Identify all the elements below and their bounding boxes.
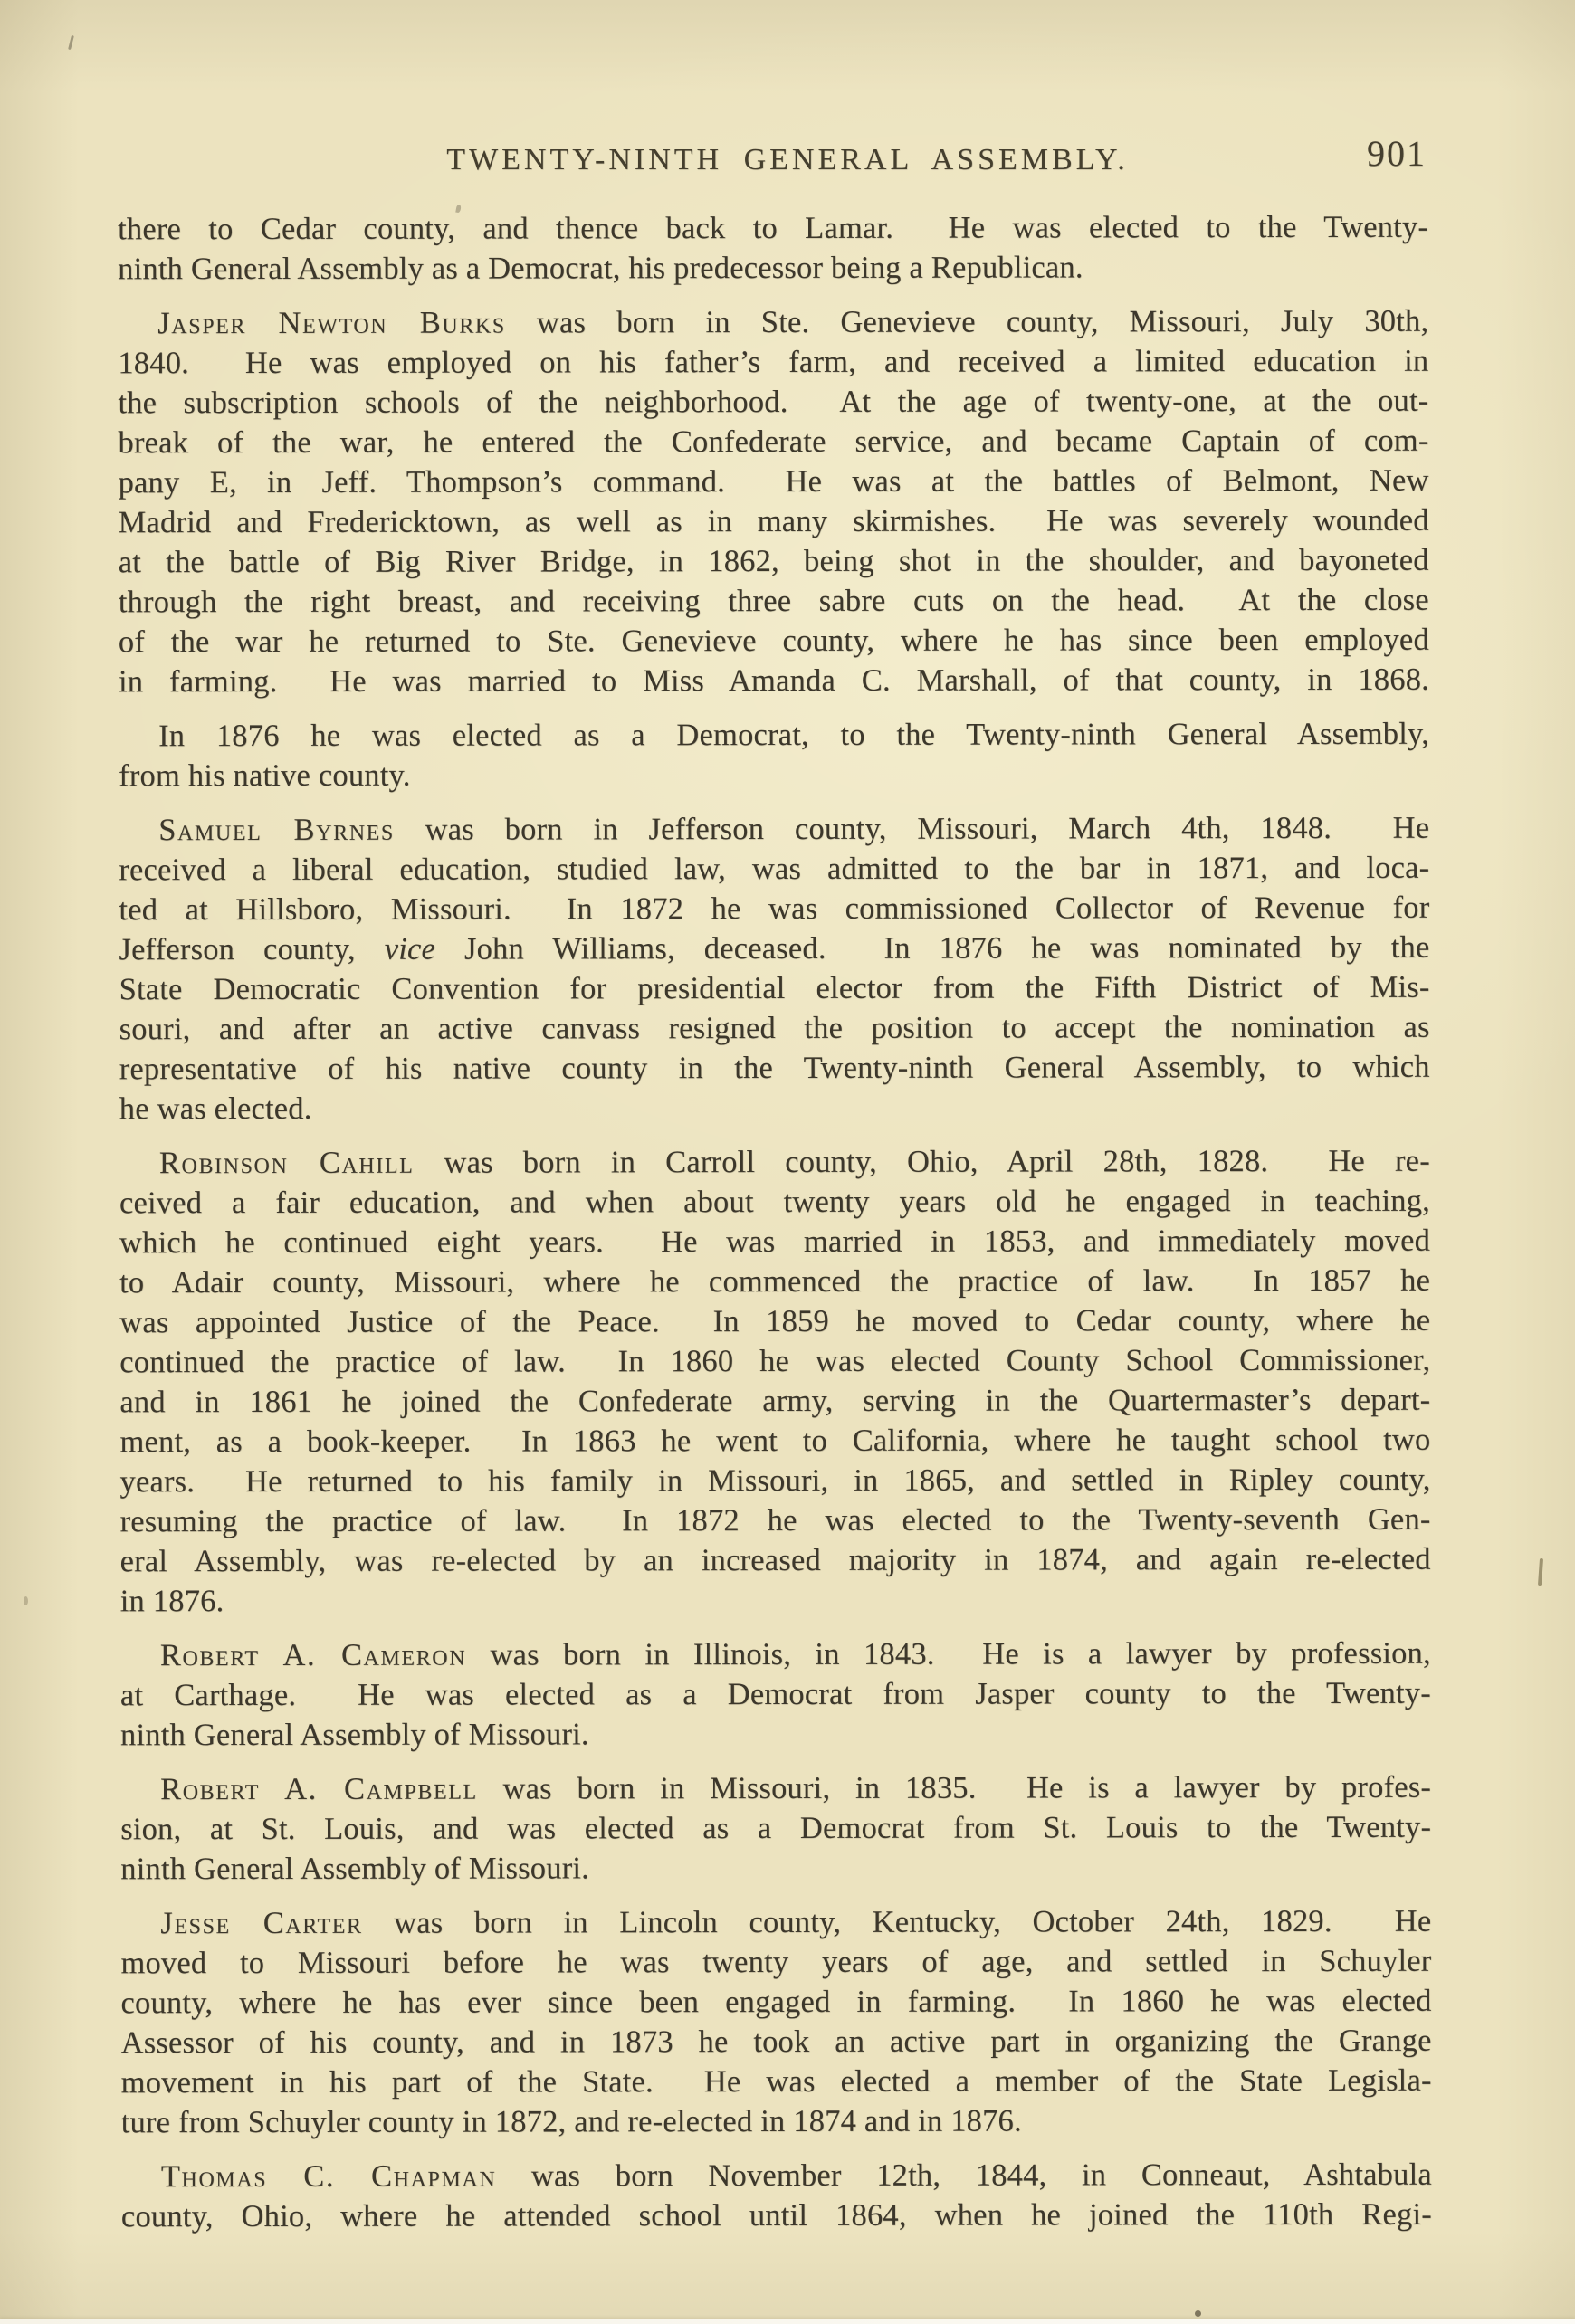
text-segment: John Williams, deceased. In 1876 he was nominated by the (434, 929, 1430, 967)
text-segment: resuming the practice of law. In 1872 he was elected to the Twenty-seventh Gen- (119, 1501, 1431, 1539)
text-segment: Assessor of his county, and in 1873 he took an active part in organizing the Grange (120, 2023, 1432, 2061)
text-segment: ninth General Assembly of Missouri. (120, 1851, 590, 1887)
paragraph (119, 1141, 1431, 1622)
text-line (119, 888, 1429, 930)
text-segment: was born in Lincoln county, Kentucky, October 24th, 1829. He (362, 1903, 1432, 1940)
text-segment: county, Ohio, where he attended school until 1864, when he joined the 110th Regi- (120, 2196, 1432, 2234)
text-line (118, 207, 1428, 250)
text-segment: sion, at St. Louis, and was elected as a Democrat from St. Louis to the Twenty- (120, 1809, 1432, 1847)
text-line (120, 1713, 1431, 1756)
text-segment: to Adair county, Missouri, where he commenced the practice of law. In 1857 he (119, 1262, 1431, 1300)
text-segment: moved to Missouri before he was twenty years of age, and settled in Schuyler (120, 1943, 1432, 1981)
ink-speck-bottom (1195, 2310, 1201, 2317)
text-segment: received a liberal education, studied law, was admitted to the bar in 1871, and loca- (119, 850, 1430, 888)
text-line (119, 967, 1430, 1010)
text-segment: from his native county. (119, 757, 411, 794)
text-line (120, 1633, 1431, 1676)
text-line (120, 1539, 1431, 1582)
text-segment: county, where he has ever since been engaged in farming. In 1860 he was elected (120, 1983, 1432, 2021)
text-segment: vice (384, 931, 436, 967)
text-segment: ted at Hillsboro, Missouri. In 1872 he was commissioned Collector of Revenue for (119, 890, 1430, 928)
text-line (120, 1981, 1431, 2024)
text-line (118, 301, 1428, 344)
ink-speck-top-left (68, 35, 74, 50)
text-line (120, 1579, 1431, 1622)
text-line (120, 1767, 1431, 1810)
person-name: Jasper Newton Burks (158, 305, 506, 341)
text-line (119, 1047, 1430, 1090)
paragraph (118, 207, 1428, 290)
text-segment: was appointed Justice of the Peace. In 1859 he moved to Cedar county, where he (119, 1302, 1431, 1340)
text-body (118, 207, 1432, 2237)
text-segment: continued the practice of law. In 1860 he was elected County School Commissioner, (119, 1342, 1431, 1380)
text-segment: State Democratic Convention for presidential elector from the Fifth District of Mis- (119, 969, 1430, 1007)
text-segment: Jefferson county, (119, 931, 385, 967)
text-line (118, 421, 1428, 463)
text-segment: was born in Illinois, in 1843. He is a lawyer by profession, (466, 1635, 1431, 1672)
text-line (119, 540, 1429, 583)
page-number: 901 (1367, 133, 1427, 174)
text-segment: ture from Schuyler county in 1872, and re-elected in 1874 and in 1876. (120, 2103, 1022, 2140)
text-line (118, 381, 1428, 424)
text-segment: was born November 12th, 1844, in Conneaut, Ashtabula (496, 2157, 1432, 2194)
text-line (120, 1500, 1431, 1542)
text-line (119, 754, 1429, 796)
paragraph (119, 714, 1429, 796)
paragraph (120, 1633, 1431, 1756)
text-segment: which he continued eight years. He was married in 1853, and immediately moved (119, 1223, 1431, 1261)
text-segment: at the battle of Big River Bridge, in 1862, being shot in the shoulder, and bayoneted (118, 542, 1429, 580)
text-segment: was born in Jefferson county, Missouri, March 4th, 1848. He (394, 810, 1430, 847)
person-name: Robert A. Campbell (160, 1771, 478, 1807)
text-line (121, 2021, 1432, 2063)
ink-speck-left-margin (24, 1596, 28, 1605)
person-name: Thomas C. Chapman (160, 2158, 497, 2195)
text-segment: Madrid and Fredericktown, as well as in many skirmishes. He was severely wounded (118, 502, 1429, 540)
text-segment: was born in Missouri, in 1835. He is a lawyer by profes- (477, 1769, 1432, 1806)
person-name: Samuel Byrnes (158, 812, 395, 848)
text-line (119, 1221, 1430, 1263)
text-segment: he was elected. (119, 1091, 312, 1127)
text-line (119, 928, 1429, 970)
text-line (119, 580, 1429, 623)
running-head: TWENTY-NINTH GENERAL ASSEMBLY. (446, 143, 1129, 176)
text-segment: in 1876. (119, 1584, 224, 1619)
person-name: Jesse Carter (160, 1905, 363, 1941)
text-line (119, 461, 1429, 503)
text-segment: ninth General Assembly as a Democrat, his predecessor being a Republican. (118, 250, 1083, 287)
text-segment: at Carthage. He was elected as a Democrat from Jasper county to the Twenty- (119, 1675, 1431, 1713)
text-segment: ninth General Assembly of Missouri. (119, 1717, 589, 1753)
text-line (120, 1901, 1431, 1944)
text-segment: pany E, in Jeff. Thompson’s command. He was at the battles of Belmont, New (118, 462, 1429, 500)
text-line (118, 341, 1428, 384)
text-segment: years. He returned to his family in Missouri, in 1865, and settled in Ripley county, (119, 1462, 1431, 1500)
text-segment: was born in Ste. Genevieve county, Missouri, July 30th, (505, 303, 1429, 340)
paragraph (121, 2155, 1432, 2237)
text-line (119, 1087, 1430, 1129)
text-segment: eral Assembly, was re-elected by an increased majority in 1874, and again re-elected (119, 1541, 1431, 1579)
text-segment: and in 1861 he joined the Confederate army, serving in the Quartermaster’s depart- (119, 1382, 1431, 1420)
text-line (119, 1380, 1430, 1423)
text-line (119, 1181, 1430, 1224)
text-line (119, 1261, 1430, 1303)
text-segment: of the war he returned to Ste. Genevieve county, where he has since been employed (118, 622, 1429, 660)
text-line (119, 500, 1429, 543)
scan-edge (0, 2319, 1575, 2324)
text-segment: was born in Carroll county, Ohio, April 28th, 1828. He re- (414, 1143, 1430, 1180)
text-segment: in farming. He was married to Miss Amanda C. Marshall, of that county, in 1868. (118, 662, 1429, 700)
ink-speck-right-margin (1538, 1558, 1543, 1586)
text-segment: souri, and after an active canvass resigned the position to accept the nomination as (119, 1009, 1430, 1047)
paragraph (120, 1901, 1431, 2143)
text-segment: there to Cedar county, and thence back to Lamar. He was elected to the Twenty- (118, 209, 1429, 247)
text-segment: movement in his part of the State. He was elected a member of the State Legisla- (120, 2062, 1432, 2100)
person-name: Robert A. Cameron (159, 1637, 467, 1673)
text-line (121, 2155, 1432, 2197)
text-line (119, 1460, 1430, 1502)
text-segment: In 1876 he was elected as a Democrat, to the Twenty-ninth General Assembly, (158, 716, 1430, 754)
person-name: Robinson Cahill (158, 1145, 415, 1181)
text-segment: the subscription schools of the neighborhood. At the age of twenty-one, at the out- (118, 383, 1429, 421)
text-segment: 1840. He was employed on his father’s farm, and received a limited education in (118, 343, 1429, 381)
text-line (119, 1420, 1430, 1462)
paragraph (119, 808, 1430, 1129)
text-line (119, 808, 1429, 851)
text-line (120, 1807, 1431, 1850)
text-line (118, 247, 1428, 290)
text-segment: ceived a fair education, and when about twenty years old he engaged in teaching, (119, 1183, 1430, 1221)
text-line (119, 1340, 1430, 1383)
text-line (119, 660, 1429, 702)
paragraph (120, 1767, 1431, 1890)
text-line (120, 1941, 1431, 1984)
text-line (119, 1141, 1430, 1184)
text-line (120, 1847, 1431, 1890)
text-line (119, 1007, 1430, 1050)
paragraph (118, 301, 1429, 702)
text-segment: through the right breast, and receiving three sabre cuts on the head. At the close (118, 582, 1429, 620)
text-line (119, 714, 1429, 757)
text-line (121, 2195, 1432, 2237)
text-segment: break of the war, he entered the Confederate service, and became Captain of com- (118, 423, 1429, 461)
text-line (119, 848, 1429, 891)
text-line (119, 1300, 1430, 1343)
text-line (121, 2100, 1432, 2143)
text-segment: representative of his native county in the Twenty-ninth General Assembly, to which (119, 1049, 1430, 1087)
text-line (121, 2061, 1432, 2103)
text-line (119, 620, 1429, 662)
text-segment: ment, as a book-keeper. In 1863 he went to California, where he taught school two (119, 1422, 1431, 1460)
text-line (120, 1673, 1431, 1716)
